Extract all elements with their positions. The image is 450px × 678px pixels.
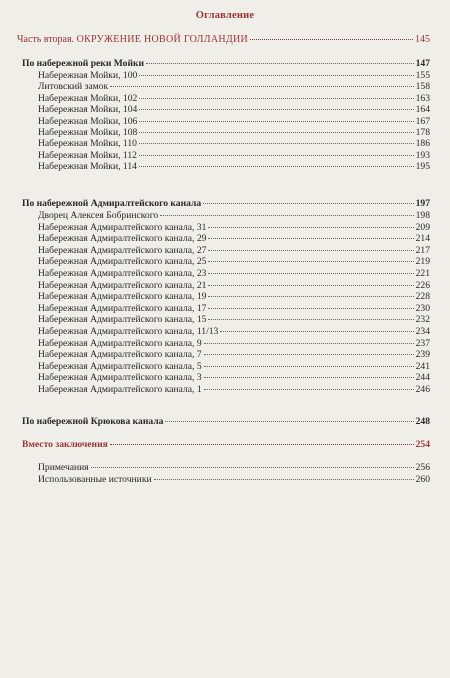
toc-item[interactable] bbox=[38, 150, 430, 161]
toc-item-label: Литовский замок bbox=[38, 81, 109, 93]
leader-dots bbox=[204, 343, 414, 344]
leader-dots bbox=[154, 479, 414, 480]
toc-item[interactable] bbox=[38, 291, 430, 302]
toc-page-number: 228 bbox=[415, 291, 430, 303]
leader-dots bbox=[204, 354, 414, 355]
toc-item[interactable] bbox=[38, 233, 430, 244]
toc-item-label: Набережная Мойки, 104 bbox=[38, 104, 138, 116]
toc-item[interactable] bbox=[38, 280, 430, 291]
toc-item-label: Набережная Мойки, 108 bbox=[38, 127, 138, 138]
toc-page-number: 147 bbox=[415, 58, 430, 69]
toc-page-number: 158 bbox=[415, 81, 430, 93]
toc-item-label: Набережная Мойки, 106 bbox=[38, 115, 138, 127]
toc-page-number: 214 bbox=[415, 233, 430, 245]
toc-page-number: 197 bbox=[415, 198, 430, 209]
toc-item[interactable] bbox=[38, 222, 430, 233]
toc-item[interactable] bbox=[38, 70, 430, 81]
toc-item[interactable] bbox=[38, 326, 430, 337]
toc-page-number: 256 bbox=[415, 462, 430, 473]
toc-item[interactable] bbox=[38, 372, 430, 383]
toc-part-prefix: Часть вторая. bbox=[17, 34, 77, 45]
toc-item-label: Набережная Адмиралтейского канала, 29 bbox=[38, 233, 207, 245]
leader-dots bbox=[208, 319, 413, 320]
toc-sources[interactable] bbox=[38, 474, 430, 485]
toc-item-label: Набережная Адмиралтейского канала, 17 bbox=[38, 302, 207, 314]
toc-item[interactable] bbox=[38, 303, 430, 314]
leader-dots bbox=[208, 308, 413, 309]
leader-dots bbox=[139, 132, 413, 133]
toc-page-number: 234 bbox=[415, 326, 430, 337]
toc-item[interactable] bbox=[38, 210, 430, 221]
toc-page-number: 248 bbox=[415, 416, 430, 427]
toc-item[interactable] bbox=[38, 338, 430, 349]
leader-dots bbox=[208, 285, 413, 286]
toc-section-label: По набережной Адмиралтейского канала bbox=[22, 198, 202, 209]
leader-dots bbox=[204, 377, 414, 378]
toc-page-number: 232 bbox=[415, 314, 430, 326]
toc-page-number: 163 bbox=[415, 92, 430, 104]
toc-item-label: Набережная Мойки, 112 bbox=[38, 149, 137, 161]
toc-section-admiralty[interactable] bbox=[22, 198, 430, 209]
leader-dots bbox=[220, 331, 413, 332]
toc-page-number: 186 bbox=[415, 138, 430, 150]
toc-page-number: 241 bbox=[415, 360, 430, 372]
toc-item[interactable] bbox=[38, 256, 430, 267]
toc-item-label: Набережная Адмиралтейского канала, 23 bbox=[38, 268, 207, 279]
toc-page-number: 219 bbox=[415, 256, 430, 268]
toc-page-number: 217 bbox=[415, 244, 430, 256]
toc-item-label: Дворец Алексея Бобринского bbox=[38, 210, 159, 221]
toc-part-name: ОКРУЖЕНИЕ НОВОЙ ГОЛЛАНДИИ bbox=[76, 34, 249, 45]
toc-item[interactable] bbox=[38, 361, 430, 372]
toc-item-label: Использованные источники bbox=[38, 474, 152, 485]
toc-item[interactable] bbox=[38, 104, 430, 115]
toc-item[interactable] bbox=[38, 384, 430, 395]
toc-section-label: По набережной Крюкова канала bbox=[22, 416, 164, 427]
toc-item-label: Набережная Адмиралтейского канала, 5 bbox=[38, 360, 202, 372]
toc-item-label: Набережная Мойки, 110 bbox=[38, 138, 137, 150]
leader-dots bbox=[110, 444, 414, 445]
leader-dots bbox=[139, 121, 413, 122]
toc-page-number: 167 bbox=[415, 115, 430, 127]
toc-section-kryukov[interactable] bbox=[22, 416, 430, 427]
toc-page-number: 193 bbox=[415, 149, 430, 161]
toc-page-number: 195 bbox=[415, 161, 430, 173]
toc-item-label: Примечания bbox=[38, 462, 89, 473]
leader-dots bbox=[208, 250, 413, 251]
toc-page-number: 209 bbox=[415, 221, 430, 233]
leader-dots bbox=[208, 238, 413, 239]
leader-dots bbox=[208, 261, 413, 262]
toc-item[interactable] bbox=[38, 81, 430, 92]
leader-dots bbox=[160, 215, 413, 216]
toc-item-label: Набережная Мойки, 100 bbox=[38, 70, 138, 81]
leader-dots bbox=[139, 75, 413, 76]
leader-dots bbox=[208, 273, 413, 274]
toc-page-number: 239 bbox=[415, 349, 430, 361]
toc-item-label: Набережная Адмиралтейского канала, 15 bbox=[38, 314, 207, 326]
toc-section-moika[interactable] bbox=[22, 58, 430, 69]
toc-page-number: 254 bbox=[415, 439, 430, 450]
leader-dots bbox=[146, 63, 414, 64]
toc-page-number: 145 bbox=[415, 34, 430, 45]
toc-item-label: Набережная Адмиралтейского канала, 27 bbox=[38, 244, 207, 256]
toc-item-label: Набережная Адмиралтейского канала, 11/13 bbox=[38, 326, 219, 337]
toc-item[interactable] bbox=[38, 116, 430, 127]
toc-item-label: Набережная Адмиралтейского канала, 7 bbox=[38, 349, 202, 361]
page-title: Оглавление bbox=[195, 10, 255, 21]
toc-item-label: Набережная Адмиралтейского канала, 31 bbox=[38, 221, 207, 233]
leader-dots bbox=[139, 109, 413, 110]
toc-page-number: 226 bbox=[415, 279, 430, 291]
leader-dots bbox=[139, 166, 414, 167]
leader-dots bbox=[139, 155, 414, 156]
toc-part-two[interactable] bbox=[17, 34, 430, 45]
toc-page-number: 244 bbox=[415, 372, 430, 384]
toc-conclusion[interactable] bbox=[22, 439, 430, 450]
toc-item-label: Набережная Мойки, 102 bbox=[38, 92, 138, 104]
leader-dots bbox=[208, 227, 413, 228]
leader-dots bbox=[204, 366, 414, 367]
leader-dots bbox=[204, 389, 414, 390]
toc-item-label: Набережная Адмиралтейского канала, 9 bbox=[38, 337, 202, 349]
toc-section-label: Вместо заключения bbox=[22, 439, 108, 450]
toc-item-label: Набережная Адмиралтейского канала, 25 bbox=[38, 256, 207, 268]
toc-page-number: 221 bbox=[415, 268, 430, 279]
toc-item-label: Набережная Мойки, 114 bbox=[38, 161, 137, 173]
leader-dots bbox=[208, 296, 413, 297]
leader-dots bbox=[110, 86, 413, 87]
toc-item[interactable] bbox=[38, 138, 430, 149]
toc-part-label bbox=[17, 34, 248, 45]
toc-page-number: 260 bbox=[415, 474, 430, 485]
toc-page-number: 164 bbox=[415, 104, 430, 116]
leader-dots bbox=[165, 421, 413, 422]
toc-item[interactable] bbox=[38, 93, 430, 104]
toc-item-label: Набережная Адмиралтейского канала, 3 bbox=[38, 372, 202, 384]
toc-item-label: Набережная Адмиралтейского канала, 21 bbox=[38, 279, 207, 291]
toc-item[interactable] bbox=[38, 268, 430, 279]
toc-section-label: По набережной реки Мойки bbox=[22, 58, 145, 69]
toc-item-label: Набережная Адмиралтейского канала, 19 bbox=[38, 291, 207, 303]
toc-page-number: 178 bbox=[415, 127, 430, 138]
toc-item[interactable] bbox=[38, 314, 430, 325]
leader-dots bbox=[203, 203, 413, 204]
toc-item[interactable] bbox=[38, 349, 430, 360]
toc-item[interactable] bbox=[38, 127, 430, 138]
toc-page-number: 198 bbox=[415, 210, 430, 221]
leader-dots bbox=[139, 143, 414, 144]
toc-page-number: 230 bbox=[415, 302, 430, 314]
leader-dots bbox=[139, 98, 413, 99]
leader-dots bbox=[91, 467, 414, 468]
toc-item[interactable] bbox=[38, 245, 430, 256]
toc-page-number: 246 bbox=[415, 384, 430, 395]
leader-dots bbox=[250, 39, 413, 40]
toc-item[interactable] bbox=[38, 161, 430, 172]
toc-item-label: Набережная Адмиралтейского канала, 1 bbox=[38, 384, 202, 395]
toc-notes[interactable] bbox=[38, 462, 430, 473]
toc-page-number: 155 bbox=[415, 70, 430, 81]
toc-page-number: 237 bbox=[415, 337, 430, 349]
